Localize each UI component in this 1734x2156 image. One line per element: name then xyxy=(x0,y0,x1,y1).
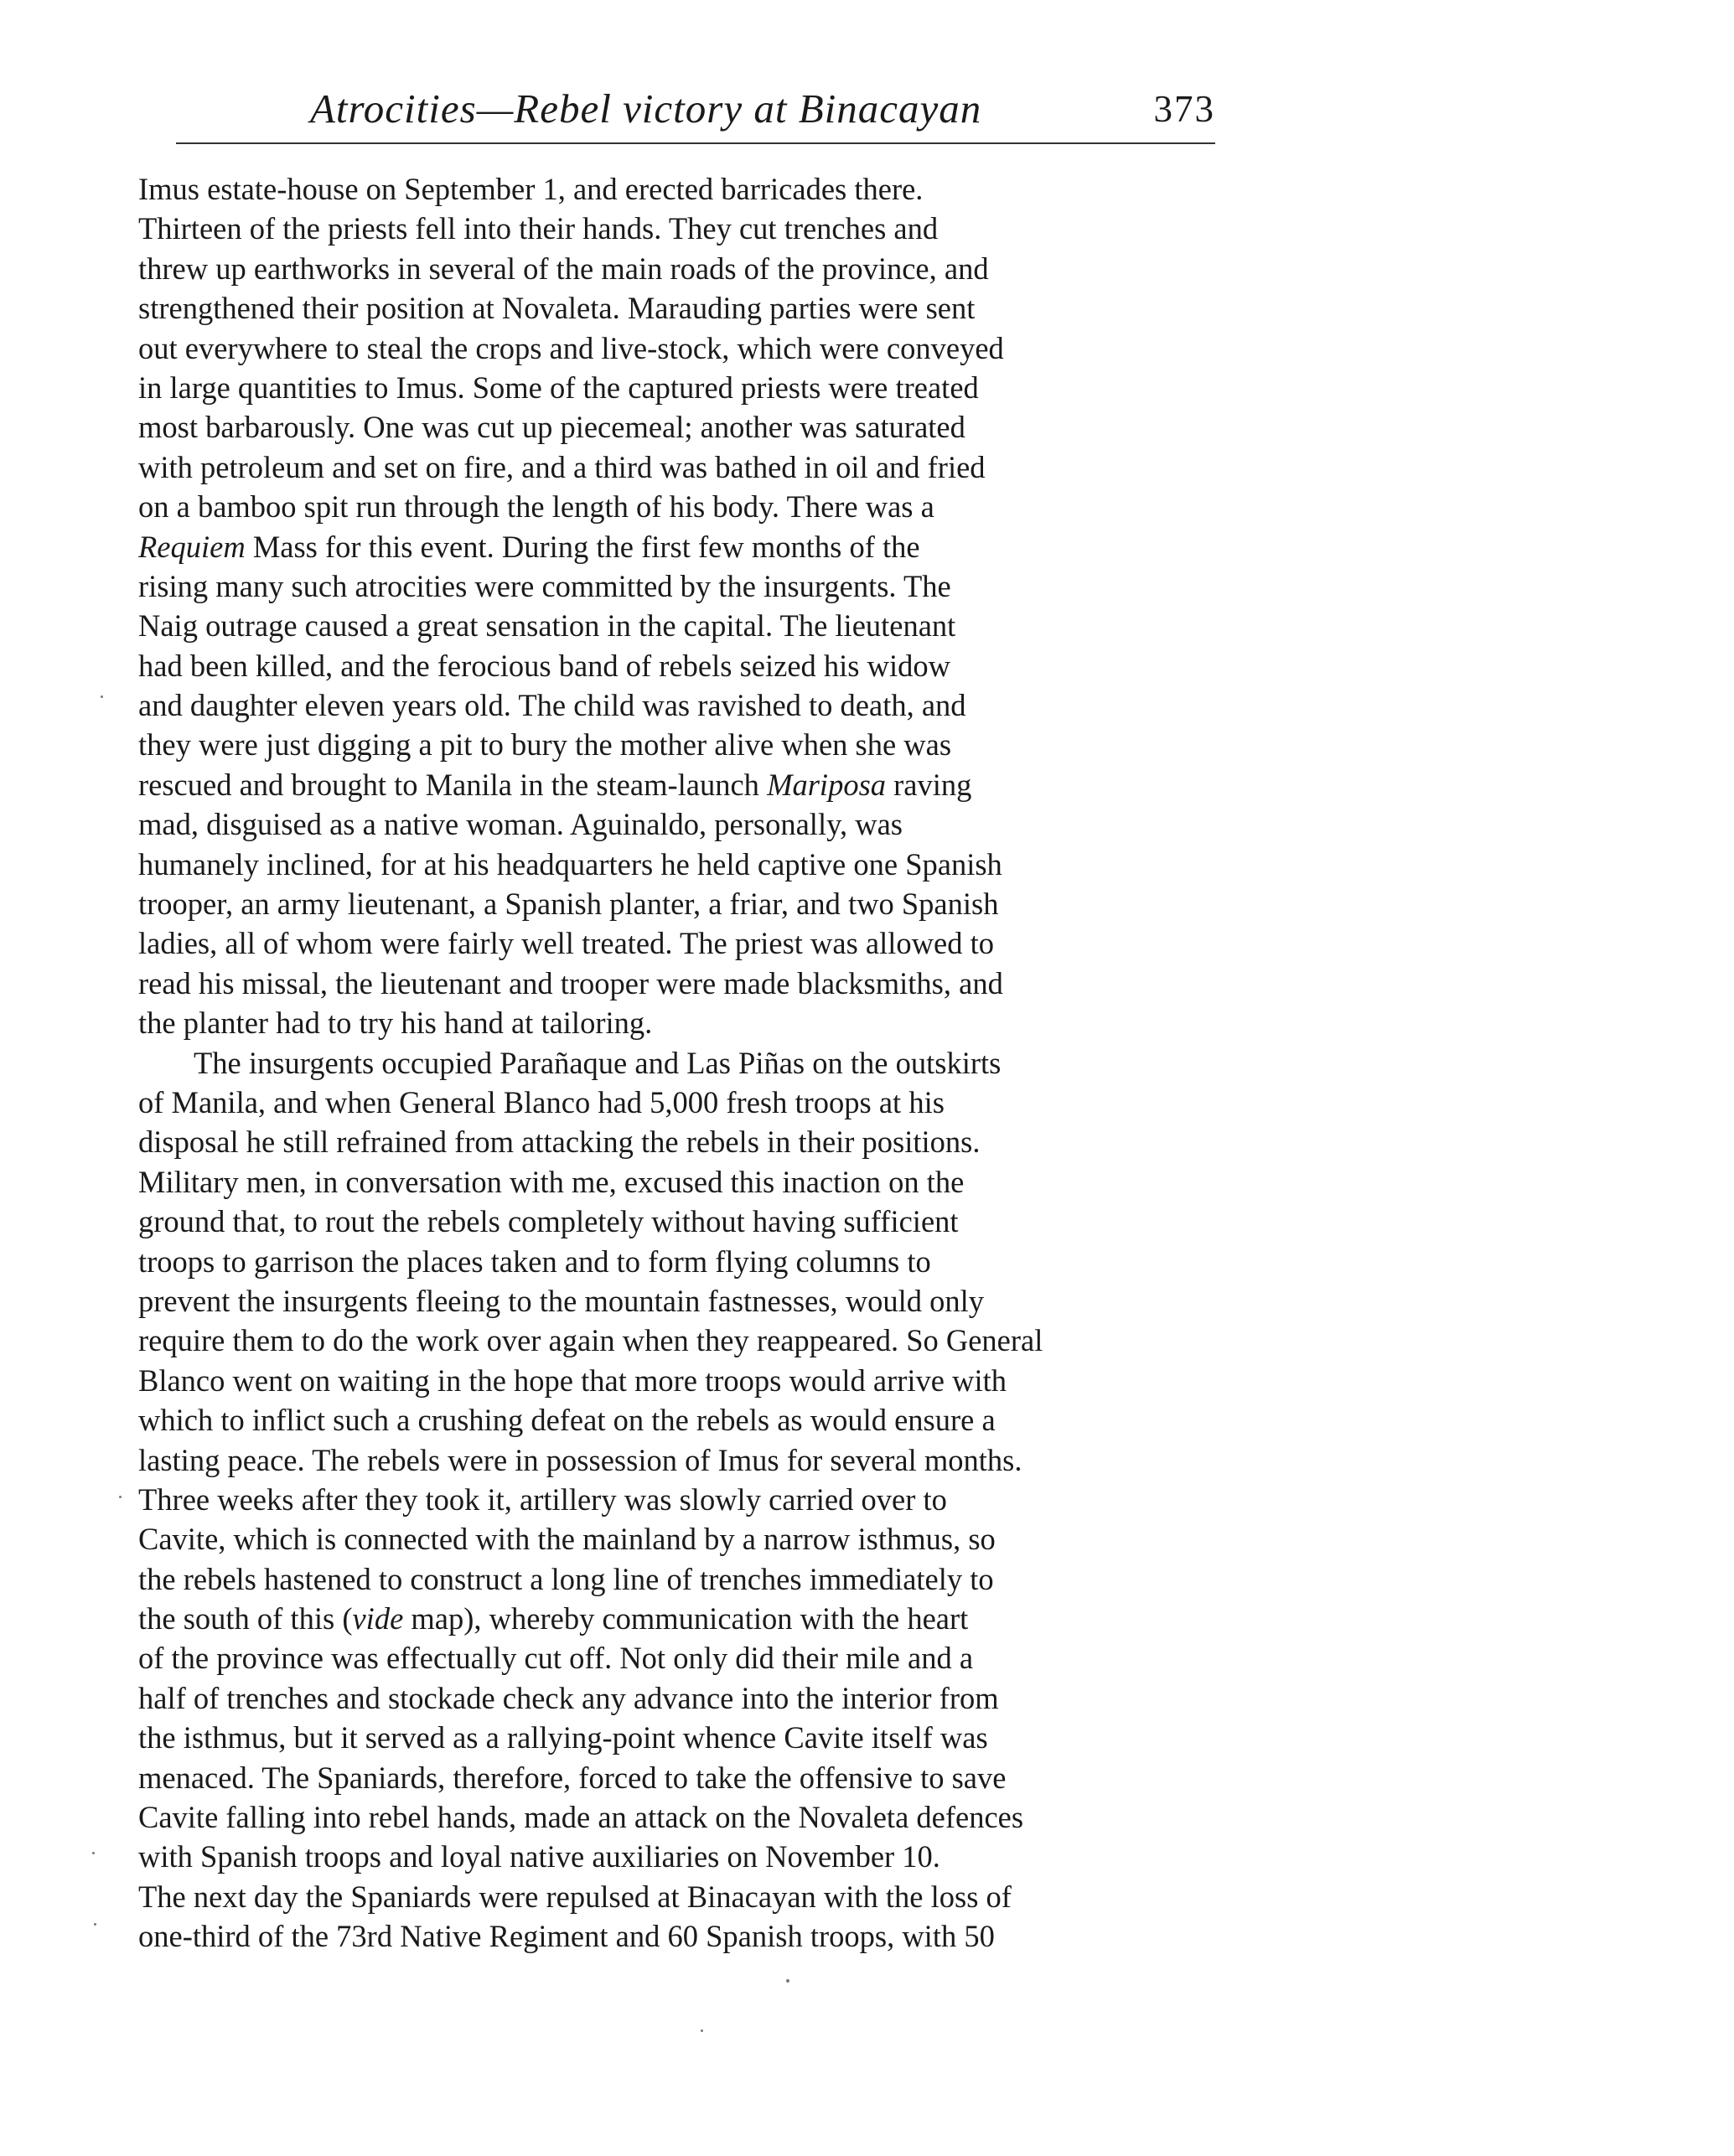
line-text: map), whereby communication with the heart xyxy=(403,1601,969,1636)
italic-word: vide xyxy=(352,1601,404,1636)
text-line: one-third of the 73rd Native Regiment and 60 Spanish troops, with 50 xyxy=(138,1919,995,1954)
text-line: trooper, an army lieutenant, a Spanish planter, a friar, and two Spanish xyxy=(138,887,999,922)
text-line: the isthmus, but it served as a rallying-point whence Cavite itself was xyxy=(138,1720,988,1755)
text-line: lasting peace. The rebels were in possession of Imus for several months. xyxy=(138,1442,1022,1477)
text-line: menaced. The Spaniards, therefore, forced to take the offensive to save xyxy=(138,1760,1007,1795)
paper-speck xyxy=(786,1979,789,1983)
text-line: read his missal, the lieutenant and trooper were made blacksmiths, and xyxy=(138,965,1003,1000)
page-number: 373 xyxy=(1153,88,1215,130)
text-line: out everywhere to steal the crops and live-stock, which were conveyed xyxy=(138,330,1004,365)
text-line: most barbarously. One was cut up piecemeal; another was saturated xyxy=(138,410,965,445)
line-text: Mass for this event. During the first few months of the xyxy=(245,529,920,564)
paragraph-first-line: The insurgents occupied Parañaque and Las Piñas on the outskirts xyxy=(194,1045,1002,1080)
text-line: require them to do the work over again when they reappeared. So General xyxy=(138,1323,1043,1358)
italic-word: Requiem xyxy=(138,529,246,564)
line-text: raving xyxy=(886,767,972,802)
text-line: Cavite falling into rebel hands, made an attack on the Novaleta defences xyxy=(138,1800,1024,1835)
body-text xyxy=(138,169,1219,1957)
text-line: on a bamboo spit run through the length of his body. There was a xyxy=(138,489,934,525)
paper-speck xyxy=(701,2029,703,2032)
text-line: of the province was effectually cut off. Not only did their mile and a xyxy=(138,1641,974,1676)
text-line: with petroleum and set on fire, and a third was bathed in oil and fried xyxy=(138,449,986,484)
text-line: Naig outrage caused a great sensation in the capital. The lieutenant xyxy=(138,608,956,644)
text-line: prevent the insurgents fleeing to the mountain fastnesses, would only xyxy=(138,1283,984,1318)
text-line: mad, disguised as a native woman. Aguinaldo, personally, was xyxy=(138,807,903,842)
text-line: in large quantities to Imus. Some of the captured priests were treated xyxy=(138,370,979,405)
header-rule xyxy=(176,142,1215,144)
text-line: troops to garrison the places taken and to form flying columns to xyxy=(138,1243,931,1279)
text-line: The next day the Spaniards were repulsed at Binacayan with the loss of xyxy=(138,1879,1012,1914)
text-line: the planter had to try his hand at tailoring. xyxy=(138,1006,653,1041)
text-line: ladies, all of whom were fairly well treated. The priest was allowed to xyxy=(138,926,994,961)
text-line: Blanco went on waiting in the hope that more troops would arrive with xyxy=(138,1362,1007,1398)
text-line: which to inflict such a crushing defeat on the rebels as would ensure a xyxy=(138,1403,996,1438)
line-text: rescued and brought to Manila in the steam-launch xyxy=(138,767,768,802)
text-line: of Manila, and when General Blanco had 5,000 fresh troops at his xyxy=(138,1084,945,1119)
text-line: disposal he still refrained from attacking the rebels in their positions. xyxy=(138,1125,981,1160)
text-line: had been killed, and the ferocious band of rebels seized his widow xyxy=(138,648,950,683)
running-title: Atrocities—Rebel victory at Binacayan xyxy=(310,85,982,132)
text-line: Cavite, which is connected with the mainland by a narrow isthmus, so xyxy=(138,1522,996,1557)
text-line: rising many such atrocities were committed by the insurgents. The xyxy=(138,568,951,603)
text-line: they were just digging a pit to bury the mother alive when she was xyxy=(138,727,952,763)
text-line: Three weeks after they took it, artillery was slowly carried over to xyxy=(138,1481,947,1517)
text-line: the rebels hastened to construct a long line of trenches immediately to xyxy=(138,1561,994,1596)
text-line xyxy=(138,765,1219,804)
text-line: Imus estate-house on September 1, and erected barricades there. xyxy=(138,172,924,206)
text-line xyxy=(138,527,1219,566)
text-line: half of trenches and stockade check any advance into the interior from xyxy=(138,1680,999,1715)
text-line: with Spanish troops and loyal native auxiliaries on November 10. xyxy=(138,1839,940,1874)
paper-speck xyxy=(119,1496,122,1498)
text-line: humanely inclined, for at his headquarters he held captive one Spanish xyxy=(138,846,1002,882)
text-line: and daughter eleven years old. The child was ravished to death, and xyxy=(138,688,966,723)
line-text: the south of this ( xyxy=(138,1601,353,1636)
text-line: Military men, in conversation with me, excused this inaction on the xyxy=(138,1164,965,1199)
text-line: Thirteen of the priests fell into their hands. They cut trenches and xyxy=(138,211,939,246)
text-line: threw up earthworks in several of the main roads of the province, and xyxy=(138,251,989,286)
italic-word: Mariposa xyxy=(767,767,887,802)
paper-speck xyxy=(94,1923,96,1926)
running-head xyxy=(176,80,1215,138)
text-line xyxy=(138,1599,1219,1638)
text-line: strengthened their position at Novaleta. Marauding parties were sent xyxy=(138,291,976,326)
paper-speck xyxy=(101,695,103,698)
paper-speck xyxy=(92,1852,95,1854)
text-line: ground that, to rout the rebels completely without having sufficient xyxy=(138,1204,959,1239)
